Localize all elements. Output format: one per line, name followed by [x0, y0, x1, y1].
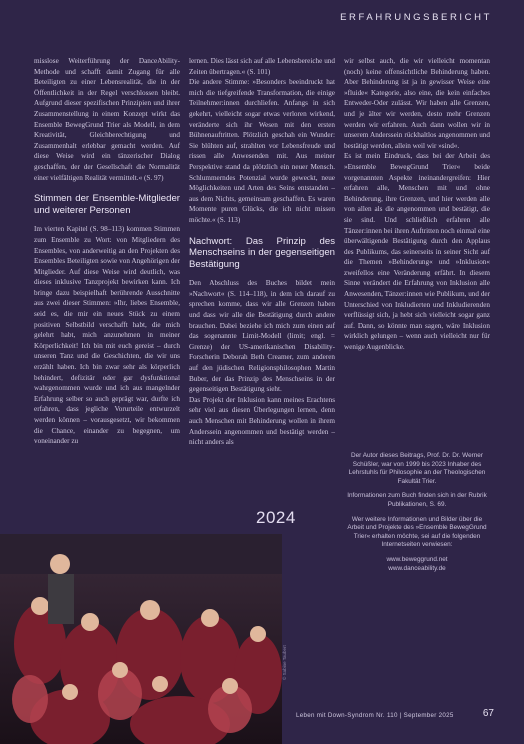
link-beweggrund[interactable]: www.beweggrund.net — [386, 555, 448, 563]
page-number: 67 — [482, 708, 494, 719]
column-2 — [189, 56, 335, 448]
section-label: ERFAHRUNGSBERICHT — [340, 12, 492, 23]
col1-paragraph-1: misslose Weiterführung der DanceAbility-Methode und schafft damit Zugang für alle Beteiligten zu einer Lebensrealität, die in der Öffentlichkeit in der Regel verschlossen bleibt. Aufgrund dieser spezifischen Prinzipien und ihrer Zusammenstellung in einem Konzept wirkt das Ensemble BewegGrund Trier als Modell, in dem Kreativität, Gleichberechtigung und Zusammenhalt erlebbar gemacht werden. Auf diese Weise wird ein tänzerischer Dialog geschaffen, der der Gesellschaft die Normalität einer vielfältigen Realität vermittelt.« (S. 97) — [34, 57, 180, 182]
col1-paragraph-2: Im vierten Kapitel (S. 98–113) kommen Stimmen zum Ensemble zu Wort: von Mitgliedern des Ensembles, von anderweitig an den Projekten des Ensembles Beteiligten sowie von Angehörigen der Mitglieder. Auf diese Weise wird deutlich, was dieses inklusive Tanzprojekt bewirken kann. Ich bringe dazu beispielhaft berührende Ausschnitte aus zwei dieser Stimmen: »Ihr, liebes Ensemble, seid es, die mir ein neues Stück zu einem positiven Selbstbild verschafft habt, die mich gelehrt habt, mich anzunehmen in meiner Körperlichkeit! Ich bin mit euch gereist – durch unseren Tanz und die Geschichten, die wir uns erzählt haben. Ich bin zwar sehr als körperlich behindert, defizitär oder gar dysfunktional wahrgenommen wurde und ich aus mangelnder Erfahrung selber so auch geprägt war, durfte ich erfahren, dass jegliche Vorurteile entwurzelt werden können – vorausgesetzt, wir bekommen die Chance, einander zu begegnen, um voneinander zu — [34, 225, 180, 446]
link-danceability[interactable]: www.danceability.de — [388, 564, 446, 572]
book-info: Informationen zum Buch finden sich in der Rubrik Publikationen, S. 69. — [347, 492, 487, 508]
col2-paragraph-4: Das Projekt der Inklusion kann meines Erachtens sehr viel aus diesen Überlegungen lernen, denn auch Menschen mit Behinderung wollen in ihrem Anderssein angenommen und bestätigt werden – nicht anders als — [189, 395, 335, 447]
ensemble-photo — [0, 534, 282, 744]
author-info — [344, 452, 490, 573]
col1-subheading: Stimmen der Ensemble-Mitglieder und weiterer Personen — [34, 193, 180, 216]
col2-paragraph-2: Die andere Stimme: »Besonders beeindruckt hat mich die tiefgreifende Transformation, die einige Teilnehmer:innen durchliefen. Anfangs in sich gekehrt, vielleicht sogar etwas verloren wirkend, veränderte sich ihr Wesen mit den ersten Bühnenauftritten. Plötzlich geschah ein Wunder: Sie blühten auf, strahlten vor Lebensfreude und rissen alle Anwesenden mit. Aus meiner Perspektive stand da plötzlich ein neuer Mensch. Schlummerndes Potenzial wurde geweckt, neue Möglichkeiten und Arten des Seins entstanden – aus dem Nichts, gemeinsam geschaffen. Es waren Momente puren Glücks, die ich nicht missen möchte.« (S. 113) — [189, 78, 335, 224]
column-3 — [344, 56, 490, 353]
ensemble-photo-illustration — [0, 534, 282, 744]
page-footer: Leben mit Down-Syndrom Nr. 110 | September 2025 — [296, 712, 454, 719]
col3-paragraph-1: wir selbst auch, die wir vielleicht momentan (noch) keine offensichtliche Behinderung haben. Aber Behinderung ist ja in gewisser Weise eine »fluide« Kategorie, also eine, die kein einfaches Entweder-Oder zulässt. Wir haben alle Grenzen, und je älter wir werden, desto mehr Grenzen werden wir erfahren. Auch dann wollen wir in unserem Anderssein rückhaltlos angenommen und bestätigt werden, allein weil wir »sind«. — [344, 57, 490, 150]
col2-paragraph-1: lernen. Dies lässt sich auf alle Lebensbereiche und Zeiten übertragen.« (S. 101) — [189, 57, 335, 76]
col3-paragraph-2: Es ist mein Eindruck, dass bei der Arbeit des »Ensemble BewegGrund Trier« beide vorgenannten Aspekte ineinandergreifen: Hier erfahren alle, Menschen mit und ohne Behinderung, ihre Grenzen, und hier werden alle von allen als die angenommen und bestätigt, die sie sind. Und schließlich erfahren alle Tänzer:innen bei ihren Auftritten noch einmal eine überwältigende Bestätigung durch den Applaus des Publikums, das seinerseits in seiner Sicht auf die Themen »Behinderung« und »Inklusion« zweifellos eine Veränderung erfährt. In diesem Sinne verändert die Erfahrung von Inklusion alle Anwesenden, Tänzer:innen wie Publikum, und der Unterschied von Inkludierten und Inkludierenden verflüssigt sich, ja hebt sich vielleicht sogar ganz auf. Dann, so könnte man sagen, wäre Inklusion wirklich gelungen – wenn auch vielleicht nur für wenige Augenblicke. — [344, 152, 490, 352]
photo-year: 2024 — [256, 508, 296, 527]
photo-credit: © Sabine Taubert — [282, 645, 287, 680]
col2-paragraph-3: Den Abschluss des Buches bildet mein »Nachwort« (S. 114–118), in dem ich darauf zu sprechen komme, dass wir alle Grenzen haben und dass wir alle die Bestätigung durch andere brauchen. Dabei beziehe ich mich zum einen auf das sogenannte Limit-Modell (limit; engl. = Grenze) der US-amerikanischen Disability-Forscherin Deborah Beth Creamer, zum anderen auf den jüdischen Religionsphilosophen Martin Buber, der das Prinzip des Menschseins in der gegenseitigen Bestätigung sieht. — [189, 279, 335, 394]
author-bio: Der Autor dieses Beitrags, Prof. Dr. Dr. Werner Schüßler, war von 1999 bis 2023 Inhaber des Lehrstuhls für Philosophie an der Theologischen Fakultät Trier. — [348, 452, 486, 485]
more-info: Wer weitere Informationen und Bilder über die Arbeit und Projekte des »Ensemble BewegGrund Trier« erhalten möchte, sei auf die folgenden Internetseiten verwiesen: — [347, 515, 487, 549]
column-1 — [34, 56, 180, 447]
col2-subheading: Nachwort: Das Prinzip des Menschseins in der gegenseitigen Bestätigung — [189, 235, 335, 270]
